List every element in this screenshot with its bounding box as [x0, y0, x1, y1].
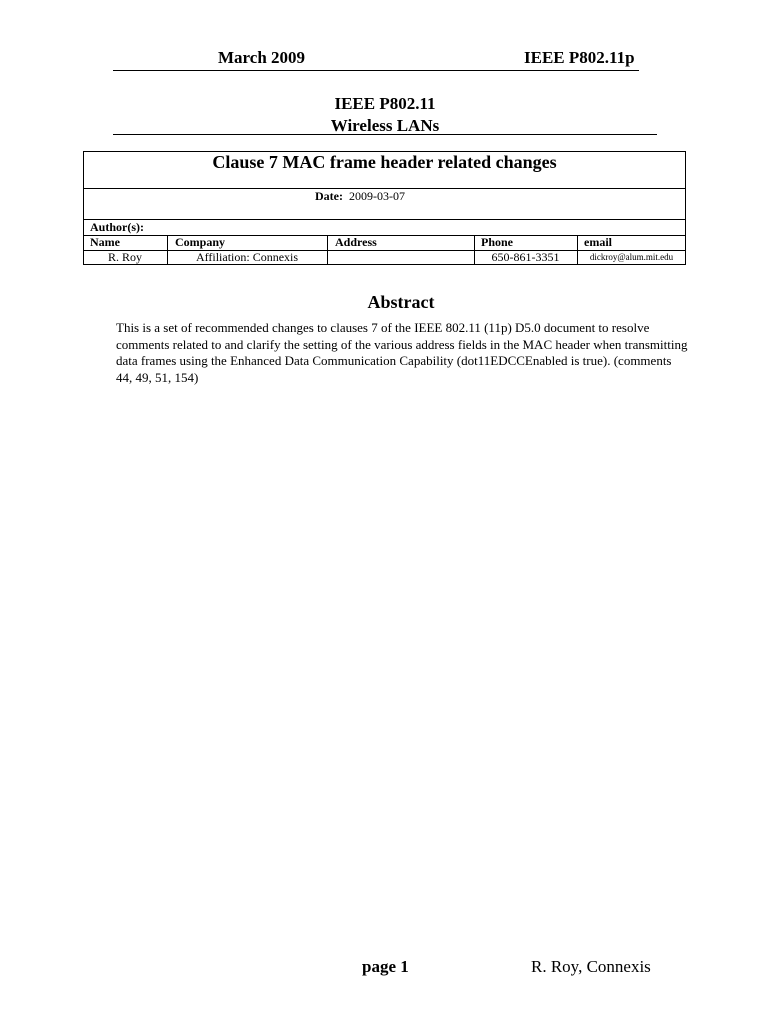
footer-author: R. Roy, Connexis — [531, 957, 651, 976]
header-rule — [113, 70, 639, 71]
author-name-cell: R. Roy — [107, 250, 142, 264]
header-doc-id: IEEE P802.11p — [524, 48, 635, 67]
document-title: Clause 7 MAC frame header related changes — [212, 152, 557, 172]
title-rule — [113, 134, 657, 135]
authors-label: Author(s): — [90, 220, 144, 234]
date-value: 2009-03-07 — [348, 189, 405, 203]
author-email-cell: dickroy@alum.mit.edu — [589, 252, 674, 262]
date-row — [315, 189, 405, 204]
abstract-heading: Abstract — [367, 292, 435, 312]
column-header-address: Address — [335, 235, 377, 249]
author-company-cell: Affiliation: Connexis — [195, 250, 299, 264]
standard-title: IEEE P802.11 — [334, 94, 436, 113]
header-date: March 2009 — [218, 48, 306, 67]
column-header-phone: Phone — [481, 235, 514, 249]
column-header-company: Company — [175, 235, 226, 249]
column-divider — [327, 235, 328, 265]
date-label: Date: — [315, 189, 343, 203]
abstract-body: This is a set of recommended changes to clauses 7 of the IEEE 802.11 (11p) D5.0 document to resolve comments related to and clarify the setting of the various address fields in the MAC header when transmitting data frames using the Enhanced Data Communication Capability (dot11EDCCEnabled is true). (comments 44, 49, 51, 154) — [116, 320, 688, 386]
author-phone-cell: 650-861-3351 — [491, 250, 560, 264]
table-divider — [83, 219, 686, 220]
footer-page-number: page 1 — [362, 957, 409, 976]
column-header-email: email — [584, 235, 612, 249]
standard-subtitle: Wireless LANs — [330, 116, 440, 135]
column-header-name: Name — [90, 235, 120, 249]
